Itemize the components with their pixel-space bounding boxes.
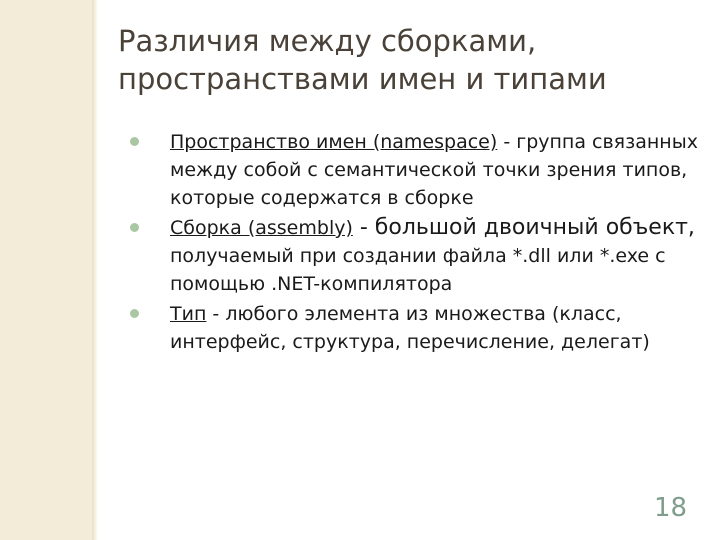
bullet-emphasis: - большой двоичный объект, xyxy=(352,215,695,240)
bullet-text: - любого элемента из множества (класс, интерфейс, структура, перечисление, делегат) xyxy=(170,303,650,353)
bullet-dot-icon xyxy=(130,137,139,146)
bullet-assembly xyxy=(130,214,705,298)
bullet-text: получаемый при создании файла *.dll или *.exe с помощью .NET-компилятора xyxy=(170,245,666,295)
bullet-type xyxy=(130,300,705,356)
bullet-dot-icon xyxy=(130,223,139,232)
bullet-term: Тип xyxy=(170,303,207,325)
bullet-text: - группа связанных между собой с семантической точки зрения типов, которые содержатся в сборке xyxy=(170,131,698,209)
slide-number: 18 xyxy=(654,493,688,523)
bullet-term: Пространство имен (namespace) xyxy=(170,131,498,153)
left-decorative-band xyxy=(0,0,92,540)
slide-title xyxy=(118,22,698,98)
slide-title-line-1: Различия между сборками, xyxy=(118,24,537,58)
bullet-term: Сборка (assembly) xyxy=(170,217,353,239)
slide-title-line-2: пространствами имен и типами xyxy=(118,62,607,96)
bullet-namespace xyxy=(130,128,705,212)
left-band-edge xyxy=(92,0,98,540)
bullet-list xyxy=(130,128,705,358)
bullet-dot-icon xyxy=(130,309,139,318)
